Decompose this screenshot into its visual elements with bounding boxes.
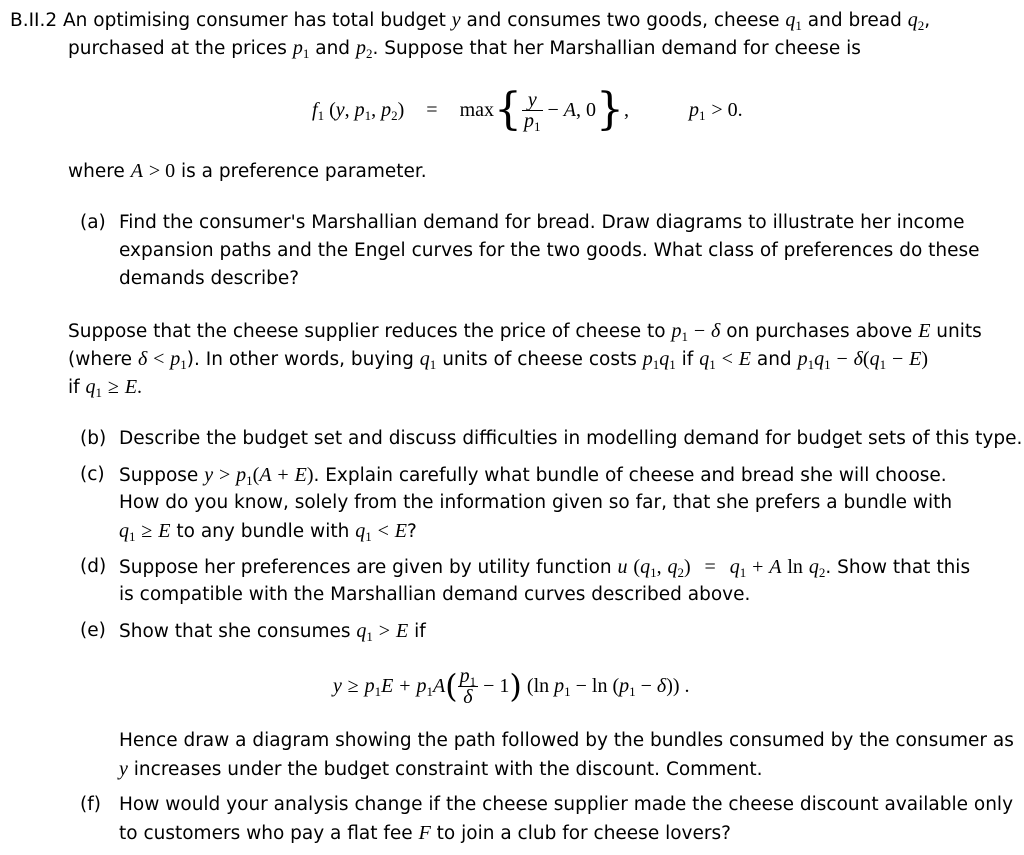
discount-line-2: (where $\delta < p_1$). In other words, buying $q_1$ units of cheese costs $p_1q_1$ if $q_1 < E$ and $p_1q_1 - \delta(q_1 - E)$ — [68, 348, 929, 372]
part-a-line-3: demands describe? — [119, 268, 300, 289]
part-e-line-1: Show that she consumes $q_1 > E$ if — [119, 620, 426, 644]
where-line: where A > 0 is a preference parameter. — [68, 160, 427, 182]
part-e-label: (e) — [80, 620, 106, 641]
part-d-line-1: Suppose her preferences are given by utility function u ($q_1$, $q_2) = q_1 + A$ $\ln q_2$. Show that this — [119, 556, 971, 580]
part-c-label: (c) — [80, 464, 105, 485]
equation-income-threshold: y ≥ $p_1E$ + $p_1A$ ( $\frac{p_1}{\delta}$ − 1 ) (ln $p_1$ − ln ( $p_1$ − δ )) . — [333, 664, 690, 708]
problem-intro-line-2: purchased at the prices $p_1$ and $p_2$. Suppose that her Marshallian demand for cheese is — [68, 37, 861, 61]
part-a-label: (a) — [80, 212, 106, 233]
part-a-line-2: expansion paths and the Engel curves for the two goods. What class of preferences do these — [119, 240, 980, 261]
part-b-label: (b) — [80, 428, 107, 449]
problem-intro-line-1: B.II.2 An optimising consumer has total budget y and consumes two goods, cheese $q_1$ and bread $q_2$, — [10, 9, 931, 33]
part-c-line-1: Suppose $y > p_1(A + E)$. Explain carefully what bundle of cheese and bread she will choose. — [119, 464, 947, 488]
part-b-line-1: Describe the budget set and discuss difficulties in modelling demand for budget sets of this type. — [119, 428, 1023, 449]
part-a-line-1: Find the consumer's Marshallian demand for bread. Draw diagrams to illustrate her income — [119, 212, 965, 233]
part-f-line-2: to customers who pay a flat fee F to join a club for cheese lovers? — [119, 822, 731, 844]
part-c-line-3: $q_1 \ge E$ to any bundle with $q_1 < E$? — [119, 520, 417, 544]
part-f-line-1: How would your analysis change if the cheese supplier made the cheese discount available only — [119, 794, 1014, 815]
discount-line-3: if $q_1 \ge E$. — [68, 376, 143, 400]
part-e-hence-line-2: y increases under the budget constraint with the discount. Comment. — [119, 758, 763, 780]
part-d-line-2: is compatible with the Marshallian demand curves described above. — [119, 584, 751, 605]
part-f-label: (f) — [80, 794, 101, 815]
part-d-label: (d) — [80, 556, 107, 577]
part-e-hence-line-1: Hence draw a diagram showing the path followed by the bundles consumed by the consumer as — [119, 730, 1014, 751]
discount-line-1: Suppose that the cheese supplier reduces the price of cheese to $p_1 - \delta$ on purchases above E units — [68, 320, 982, 344]
part-c-line-2: How do you know, solely from the information given so far, that she prefers a bundle with — [119, 492, 953, 513]
equation-demand-cheese: f $_1$ ( y , $p_1$ , $p_2$ ) = max { $\frac{y}{p_1}$ − A , 0 } , $p_1$ > 0. — [312, 84, 743, 135]
problem-number: B.II.2 — [10, 10, 58, 31]
